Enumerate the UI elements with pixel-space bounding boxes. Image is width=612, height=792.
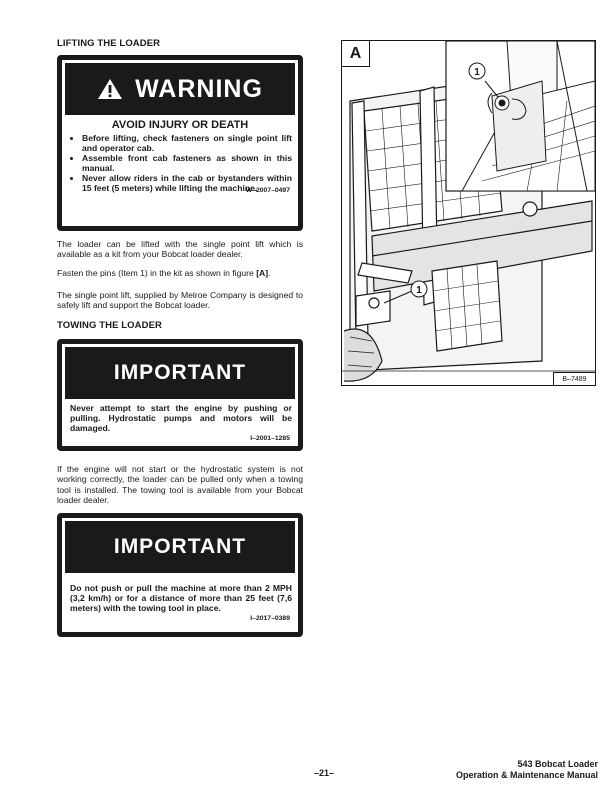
important-text-1: Never attempt to start the engine by pushing or pulling. Hydrostatic pumps and motors will be damaged. <box>70 403 292 433</box>
warning-bullet: • Never allow riders in the cab or bystanders within 15 feet (5 meters) while lifting the machine. <box>82 173 292 193</box>
figure-a <box>341 40 596 386</box>
lifting-paragraph-3: The single point lift, supplied by Melroe Company is designed to safely lift and support the Bobcat loader. <box>57 290 303 311</box>
figure-code: B–7489 <box>553 372 595 385</box>
page-number: –21– <box>314 768 335 778</box>
warning-triangle-icon <box>97 78 123 100</box>
warning-label <box>57 55 303 231</box>
lifting-paragraph-1: The loader can be lifted with the single point lift which is available as a kit from your Bobcat loader dealer. <box>57 239 303 260</box>
inset-detail <box>446 41 595 191</box>
important-label-1 <box>57 339 303 451</box>
para2-end: . <box>268 268 271 278</box>
figure-reference: [A] <box>256 268 269 278</box>
warning-subtitle: AVOID INJURY OR DEATH <box>111 119 249 131</box>
towing-paragraph: If the engine will not start or the hydrostatic system is not working correctly, the loader can be pulled only when a towing tool is installed. The towing tool is available from your Bobcat loader dealer. <box>57 464 303 506</box>
warning-bullet: • Before lifting, check fasteners on single point lift and operator cab. <box>82 133 292 153</box>
important-banner-1: IMPORTANT <box>65 347 295 399</box>
loader-illustration <box>342 41 595 385</box>
para2-text: Fasten the pins (Item 1) in the kit as shown in figure <box>57 268 257 278</box>
lifting-heading: LIFTING THE LOADER <box>57 38 161 49</box>
callout-main-number: 1 <box>416 285 422 296</box>
warning-code: W–2007–0497 <box>245 187 290 194</box>
towing-heading: TOWING THE LOADER <box>57 320 162 331</box>
footer-title <box>456 759 598 780</box>
lifting-paragraph-2 <box>57 268 303 278</box>
important-label-2 <box>57 513 303 637</box>
footer-model: 543 Bobcat Loader <box>517 759 598 769</box>
warning-bullet: • Assemble front cab fasteners as shown in this manual. <box>82 153 292 173</box>
warning-bullet-list <box>68 133 292 193</box>
warning-title: WARNING <box>135 74 263 103</box>
footer-manual: Operation & Maintenance Manual <box>455 769 598 780</box>
figure-letter: A <box>342 41 370 67</box>
important-banner-2: IMPORTANT <box>65 521 295 573</box>
important-code-2: I–2017–0389 <box>250 615 290 622</box>
warning-banner <box>65 63 295 115</box>
callout-inset-number: 1 <box>474 67 480 78</box>
important-code-1: I–2001–1285 <box>250 435 290 442</box>
important-text-2: Do not push or pull the machine at more than 2 MPH (3,2 km/h) or for a distance of more than 25 feet (7,6 meters) with the towing tool in place. <box>70 583 292 613</box>
